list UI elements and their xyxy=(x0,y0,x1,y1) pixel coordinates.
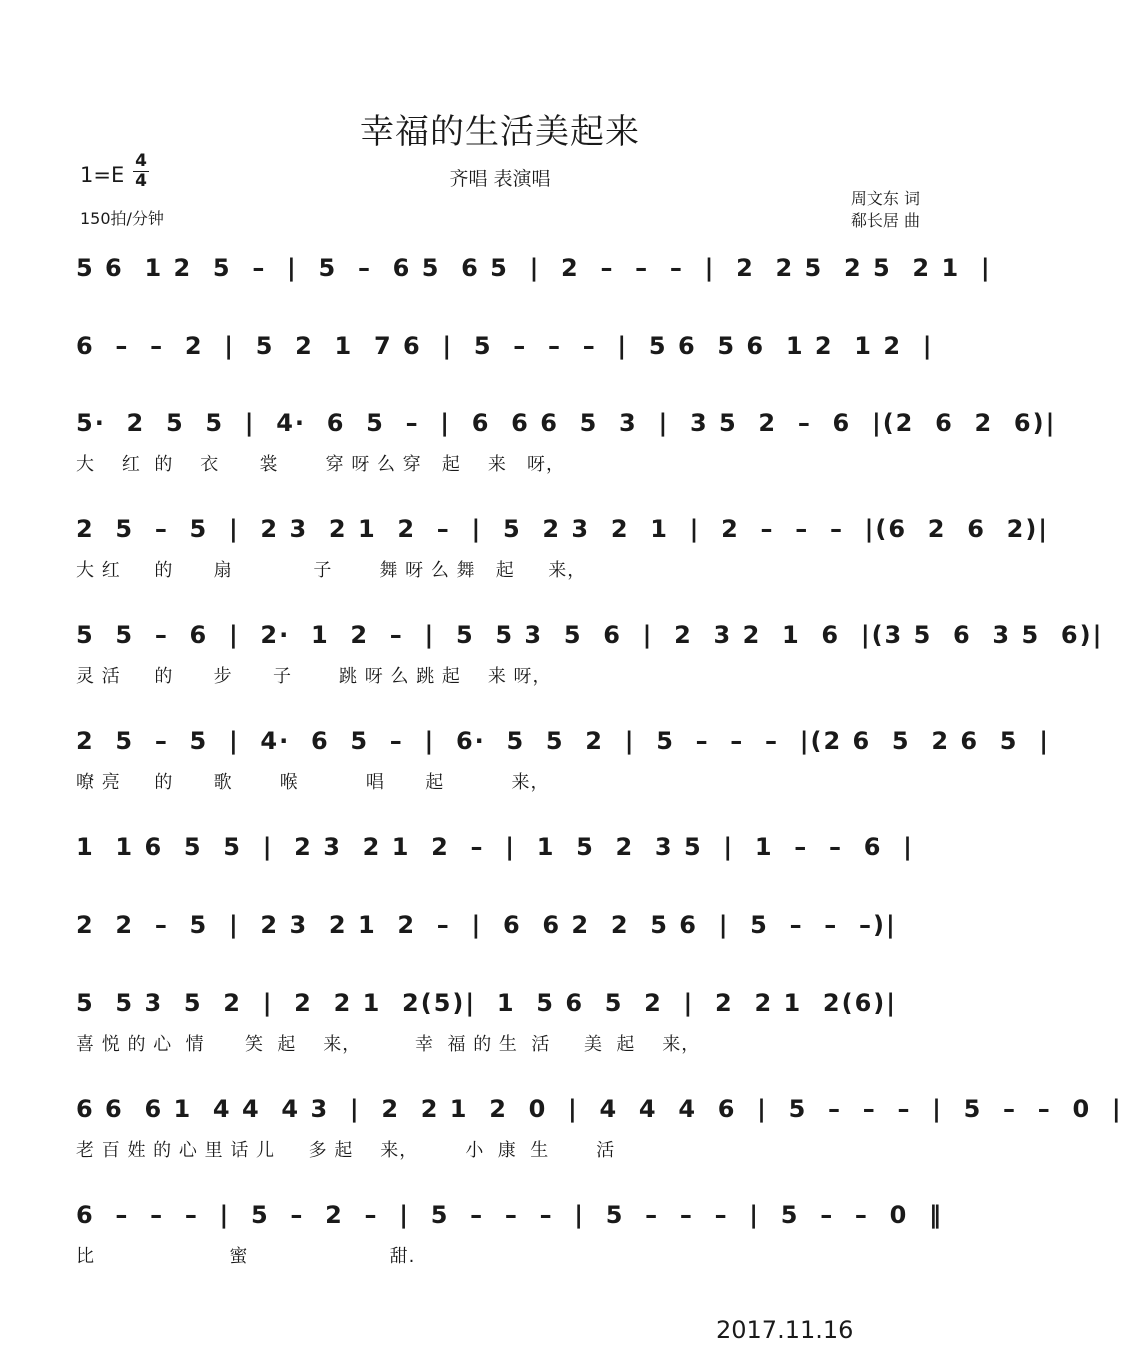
score-line-11-lyrics: 比 蜜 甜. xyxy=(76,1246,416,1267)
score-line-10-notes: 6 6 6 1 4 4 4 3 | 2 2 1 2 0 | 4 4 4 6 | 5 – – – | 5 – – 0 | xyxy=(76,1095,1123,1123)
score-line-9-notes: 5 5 3 5 2 | 2 2 1 2(5)| 1 5 6 5 2 | 2 2 1 2(6)| xyxy=(76,989,898,1017)
song-title: 幸福的生活美起来 xyxy=(360,112,640,152)
composer-credit: 郗长居 曲 xyxy=(850,211,920,230)
score-line-10-lyrics: 老 百 姓 的 心 里 话 儿 多 起 来， 小 康 生 活 xyxy=(76,1140,616,1161)
key-signature: 1=E xyxy=(80,163,125,187)
score-line-11-notes: 6 – – – | 5 – 2 – | 5 – – – | 5 – – – | 5 – – 0 ‖ xyxy=(76,1201,944,1229)
score-line-6-lyrics: 嘹 亮 的 歌 喉 唱 起 来， xyxy=(76,772,550,793)
score-line-8-notes: 2 2 – 5 | 2 3 2 1 2 – | 6 6 2 2 5 6 | 5 – – –)| xyxy=(76,911,897,939)
time-signature-bottom: 4 xyxy=(135,171,147,191)
score-line-2-notes: 6 – – 2 | 5 2 1 7 6 | 5 – – – | 5 6 5 6 1 2 1 2 | xyxy=(76,332,934,360)
score-line-4-notes: 2 5 – 5 | 2 3 2 1 2 – | 5 2 3 2 1 | 2 – – – |(6 2 6 2)| xyxy=(76,515,1050,543)
performance-style: 齐唱 表演唱 xyxy=(449,168,551,190)
score-line-6-notes: 2 5 – 5 | 4· 6 5 – | 6· 5 5 2 | 5 – – – |(2 6 5 2 6 5 | xyxy=(76,727,1050,755)
tempo-marking: 150拍/分钟 xyxy=(80,209,164,228)
score-line-3-notes: 5· 2 5 5 | 4· 6 5 – | 6 6 6 5 3 | 3 5 2 – 6 |(2 6 2 6)| xyxy=(76,409,1057,437)
score-line-1-notes: 5 6 1 2 5 – | 5 – 6 5 6 5 | 2 – – – | 2 2 5 2 5 2 1 | xyxy=(76,254,992,282)
score-line-5-notes: 5 5 – 6 | 2· 1 2 – | 5 5 3 5 6 | 2 3 2 1 6 |(3 5 6 3 5 6)| xyxy=(76,621,1104,649)
score-line-7-notes: 1 1 6 5 5 | 2 3 2 1 2 – | 1 5 2 3 5 | 1 – – 6 | xyxy=(76,833,914,861)
score-line-3-lyrics: 大 红 的 衣 裳 穿 呀 么 穿 起 来 呀， xyxy=(76,454,565,475)
score-line-9-lyrics: 喜 悦 的 心 情 笑 起 来， 幸 福 的 生 活 美 起 来， xyxy=(76,1034,701,1055)
time-signature-top: 4 xyxy=(135,151,147,171)
time-signature xyxy=(132,152,150,191)
date-stamp: 2017.11.16 xyxy=(716,1316,854,1344)
score-line-5-lyrics: 灵 活 的 步 子 跳 呀 么 跳 起 来 呀， xyxy=(76,666,552,687)
score-line-4-lyrics: 大 红 的 扇 子 舞 呀 么 舞 起 来， xyxy=(76,560,587,581)
lyricist-credit: 周文东 词 xyxy=(850,189,920,208)
